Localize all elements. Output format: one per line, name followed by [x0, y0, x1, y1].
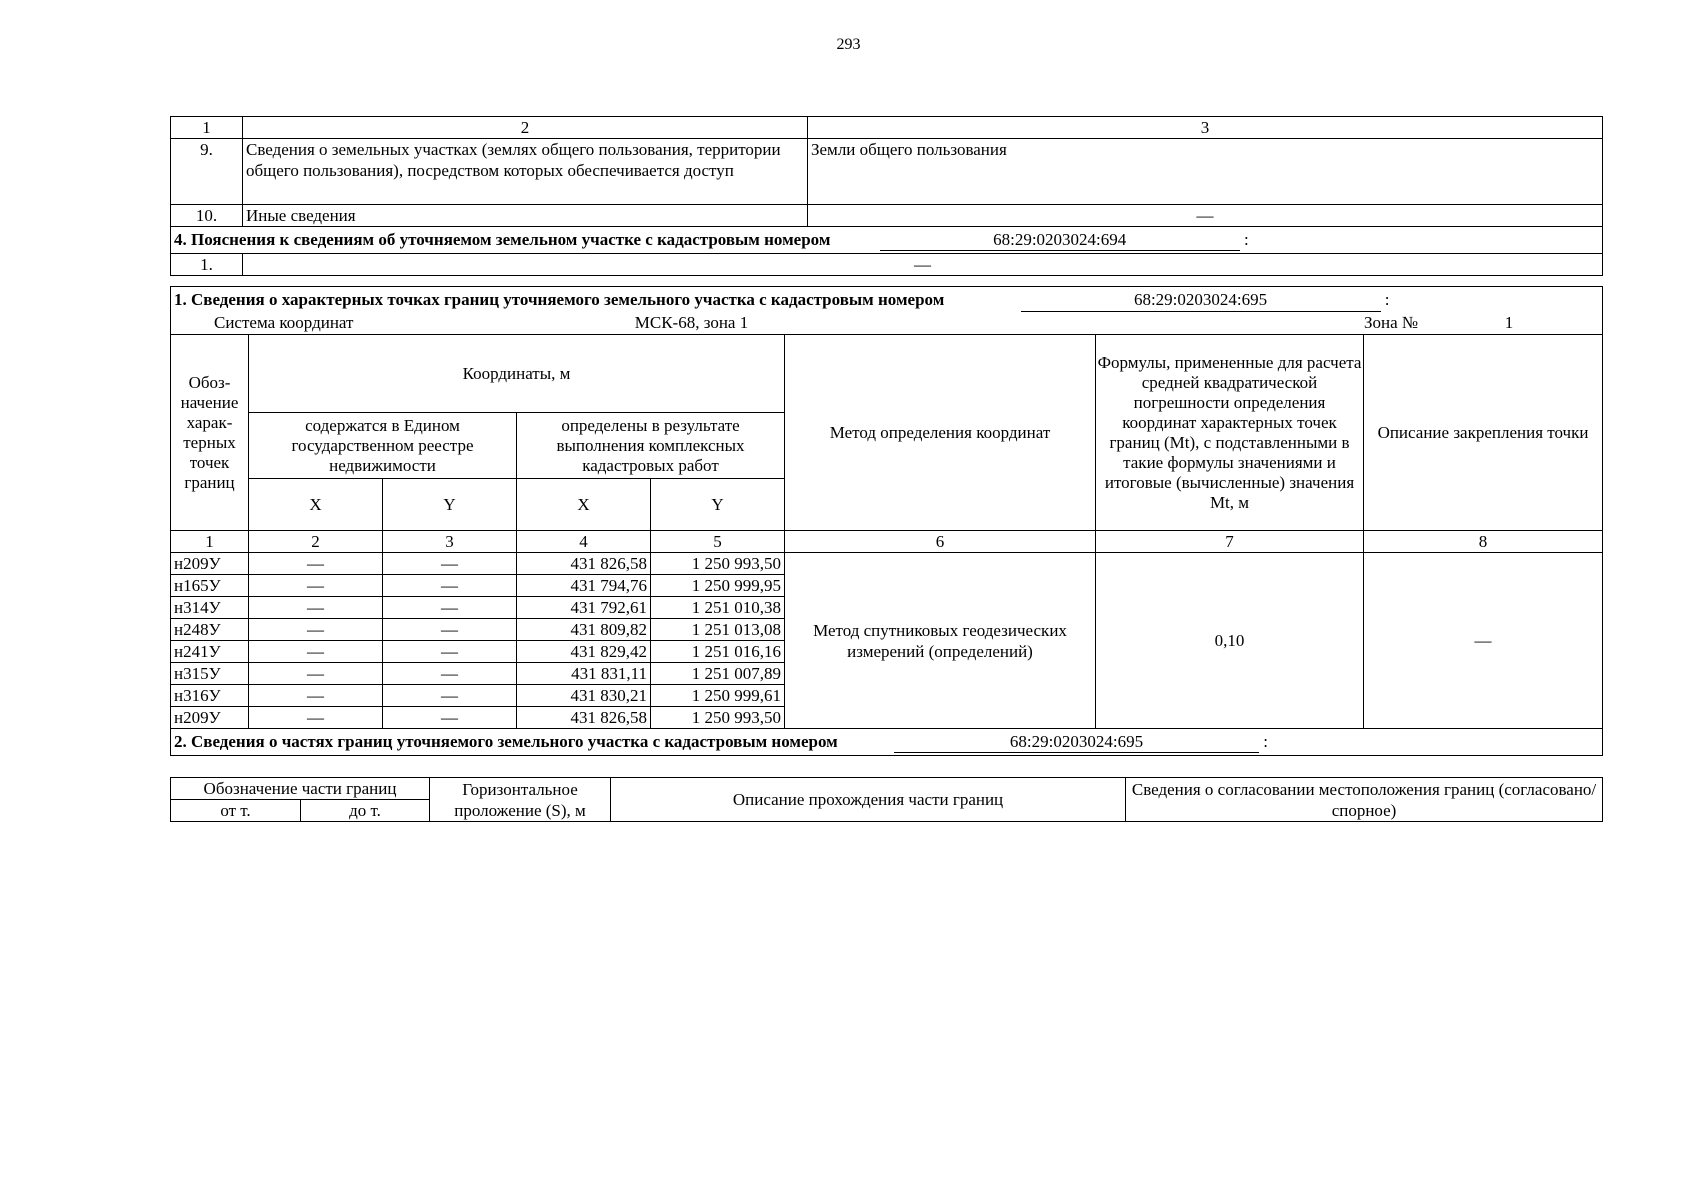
points-table — [170, 286, 1603, 756]
point-y-egrn: — — [383, 663, 517, 685]
section1-cadastral: 68:29:0203024:695 — [1021, 289, 1381, 312]
method-header: Метод определения координат — [785, 335, 1096, 531]
point-x: 431 826,58 — [517, 707, 651, 729]
horizontal-header: Горизонтальное проложение (S), м — [430, 778, 611, 822]
coords-header: Координаты, м — [249, 335, 785, 413]
column-number-row — [171, 531, 1603, 553]
point-y: 1 251 013,08 — [651, 619, 785, 641]
fixing-header: Описание закрепления точки — [1364, 335, 1603, 531]
col-number: 2 — [249, 531, 383, 553]
col-number: 8 — [1364, 531, 1603, 553]
row-value: — — [243, 254, 1603, 276]
point-y: 1 250 993,50 — [651, 707, 785, 729]
col-number: 4 — [517, 531, 651, 553]
from-header: от т. — [171, 800, 301, 822]
point-x: 431 826,58 — [517, 553, 651, 575]
point-y: 1 251 007,89 — [651, 663, 785, 685]
point-y-egrn: — — [383, 597, 517, 619]
point-name: н165У — [171, 575, 249, 597]
coord-system-label: Система координат — [214, 313, 354, 332]
section2-title: 2. Сведения о частях границ уточняемого земельного участка с кадастровым номером — [174, 732, 838, 751]
y-header: Y — [383, 479, 517, 531]
row-number: 9. — [171, 139, 243, 205]
row-number: 10. — [171, 205, 243, 227]
header-row-1 — [171, 778, 1603, 800]
section2-header-cell — [171, 729, 1603, 756]
section4-row — [171, 254, 1603, 276]
zone-label: Зона № — [1364, 313, 1419, 332]
point-y-egrn: — — [383, 641, 517, 663]
col-number: 3 — [808, 117, 1603, 139]
zone-value: 1 — [1426, 312, 1592, 335]
point-name: н209У — [171, 553, 249, 575]
section4-header-cell — [171, 227, 1603, 254]
point-y-egrn: — — [383, 707, 517, 729]
designation-header: Обоз-начение харак-терных точек границ — [171, 335, 249, 531]
fixing-value: — — [1364, 553, 1603, 729]
point-name: н248У — [171, 619, 249, 641]
point-x-egrn: — — [249, 553, 383, 575]
point-y-egrn: — — [383, 685, 517, 707]
table-row — [171, 205, 1603, 227]
row-value: — — [808, 205, 1603, 227]
col-number: 3 — [383, 531, 517, 553]
page-number: 293 — [836, 36, 861, 53]
point-y: 1 251 010,38 — [651, 597, 785, 619]
col-number: 2 — [243, 117, 808, 139]
row-value: Земли общего пользования — [808, 139, 1603, 205]
section1-header-cell — [171, 287, 1603, 335]
section2-header-row — [171, 729, 1603, 756]
section1-colon: : — [1384, 290, 1390, 309]
table-row — [171, 553, 1603, 575]
section1-title: 1. Сведения о характерных точках границ уточняемого земельного участка с кадастровым номером — [174, 290, 945, 309]
point-y: 1 250 993,50 — [651, 553, 785, 575]
point-y-egrn: — — [383, 575, 517, 597]
section4-title: 4. Пояснения к сведениям об уточняемом земельном участке с кадастровым номером — [174, 230, 831, 249]
top-info-table — [170, 116, 1603, 276]
point-x-egrn: — — [249, 685, 383, 707]
point-x-egrn: — — [249, 641, 383, 663]
point-name: н315У — [171, 663, 249, 685]
boundary-parts-table — [170, 777, 1603, 822]
row-number: 1. — [171, 254, 243, 276]
section2-colon: : — [1263, 732, 1268, 751]
part-designation-header: Обозначение части границ — [171, 778, 430, 800]
section4-cadastral: 68:29:0203024:694 — [880, 229, 1240, 251]
point-x: 431 830,21 — [517, 685, 651, 707]
method-value: Метод спутниковых геодезических измерений (определений) — [785, 553, 1096, 729]
col-number: 6 — [785, 531, 1096, 553]
point-name: н316У — [171, 685, 249, 707]
col-number: 1 — [171, 117, 243, 139]
point-x: 431 831,11 — [517, 663, 651, 685]
point-y-egrn: — — [383, 619, 517, 641]
section4-header-row — [171, 227, 1603, 254]
col-number: 7 — [1096, 531, 1364, 553]
column-number-row — [171, 117, 1603, 139]
point-x-egrn: — — [249, 619, 383, 641]
point-y: 1 251 016,16 — [651, 641, 785, 663]
point-name: н209У — [171, 707, 249, 729]
section4-colon: : — [1243, 230, 1249, 249]
header-row-1 — [171, 335, 1603, 413]
coord-system-value: МСК-68, зона 1 — [379, 312, 1004, 335]
section1-header-row — [171, 287, 1603, 335]
agreement-header: Сведения о согласовании местоположения границ (согласовано/спорное) — [1126, 778, 1603, 822]
x-header: X — [517, 479, 651, 531]
point-x: 431 794,76 — [517, 575, 651, 597]
point-y-egrn: — — [383, 553, 517, 575]
point-y: 1 250 999,95 — [651, 575, 785, 597]
point-x-egrn: — — [249, 707, 383, 729]
point-x: 431 829,42 — [517, 641, 651, 663]
egrn-header: содержатся в Едином государственном реестре недвижимости — [249, 413, 517, 479]
col-number: 1 — [171, 531, 249, 553]
description-header: Описание прохождения части границ — [611, 778, 1126, 822]
point-x-egrn: — — [249, 597, 383, 619]
formulas-header: Формулы, примененные для расчета средней квадратической погрешности определения координат характерных точек границ (Mt), с подставленными в такие формулы значениями и итоговые (вычисленные) значения Mt, м — [1096, 335, 1364, 531]
point-x-egrn: — — [249, 663, 383, 685]
point-x-egrn: — — [249, 575, 383, 597]
section2-cadastral: 68:29:0203024:695 — [894, 731, 1259, 753]
x-header: X — [249, 479, 383, 531]
point-x: 431 809,82 — [517, 619, 651, 641]
row-label: Сведения о земельных участках (землях общего пользования, территории общего пользования), посредством которых обеспечивается доступ — [243, 139, 808, 205]
to-header: до т. — [301, 800, 430, 822]
complex-header: определены в результате выполнения комплексных кадастровых работ — [517, 413, 785, 479]
point-name: н241У — [171, 641, 249, 663]
point-x: 431 792,61 — [517, 597, 651, 619]
col-number: 5 — [651, 531, 785, 553]
y-header: Y — [651, 479, 785, 531]
point-name: н314У — [171, 597, 249, 619]
mt-value: 0,10 — [1096, 553, 1364, 729]
table-row — [171, 139, 1603, 205]
row-label: Иные сведения — [243, 205, 808, 227]
point-y: 1 250 999,61 — [651, 685, 785, 707]
